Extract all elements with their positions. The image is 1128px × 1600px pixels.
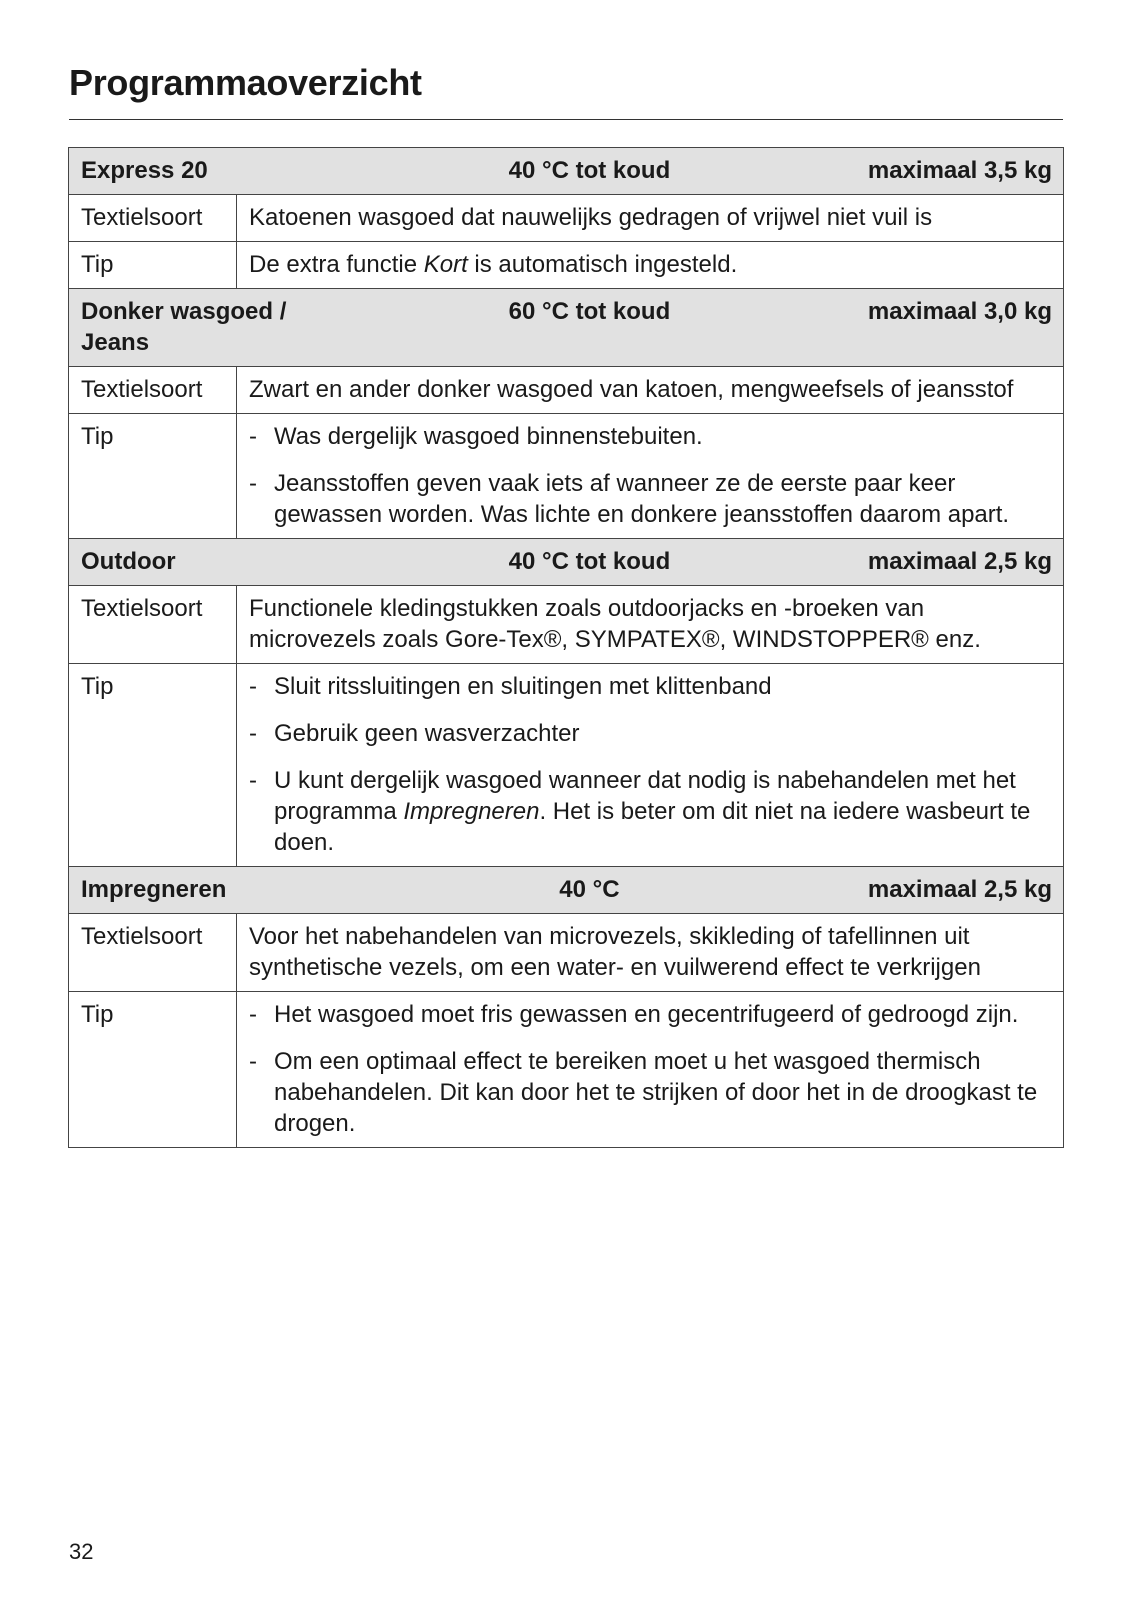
program-temperature: 40 °C: [559, 876, 620, 903]
program-name: Outdoor: [81, 548, 176, 575]
title-rule: [69, 119, 1063, 120]
program-table: [68, 147, 1064, 1148]
program-header-cell: [69, 148, 1064, 195]
table-row: [69, 242, 1064, 289]
program-max-load: maximaal 2,5 kg: [867, 548, 1052, 575]
program-header-cell: [69, 539, 1064, 586]
list-item: [249, 765, 1052, 858]
row-label: Textielsoort: [69, 195, 237, 242]
program-name: Donker wasgoed / Jeans: [81, 298, 287, 356]
row-label: Textielsoort: [69, 586, 237, 664]
program-header-cell: [69, 867, 1064, 914]
textile-text: Functionele kledingstukken zoals outdoorjacks en -broeken van microvezels zoals Gore-Tex®, SYMPATEX®, WINDSTOPPER® enz.: [237, 586, 1064, 664]
table-row: [69, 914, 1064, 992]
row-label: Tip: [69, 992, 237, 1148]
program-temperature: 60 °C tot koud: [508, 298, 671, 325]
tip-text-part: De extra functie: [249, 251, 424, 278]
list-item: - Gebruik geen wasverzachter: [249, 718, 1052, 749]
page-number: 32: [69, 1539, 94, 1564]
program-max-load: maximaal 3,0 kg: [867, 298, 1052, 325]
tip-text-part: . Het is beter om dit niet na iedere wasbeurt te doen.: [274, 798, 1031, 856]
tip-cell: [237, 992, 1064, 1148]
row-label: Tip: [69, 414, 237, 539]
program-header-cell: [69, 289, 1064, 367]
table-row: [69, 367, 1064, 414]
program-header-donker-wasgoed: [69, 289, 1064, 367]
tip-cell: [237, 664, 1064, 867]
tip-list: [249, 421, 1052, 530]
program-name: Express 20: [81, 157, 208, 184]
program-temperature: 40 °C tot koud: [508, 157, 671, 184]
program-header-impregneren: [69, 867, 1064, 914]
row-label: Tip: [69, 242, 237, 289]
list-item: - Was dergelijk wasgoed binnenstebuiten.: [249, 421, 1052, 452]
tip-list: [249, 999, 1052, 1139]
tip-text-part: U kunt dergelijk wasgoed wanneer dat nodig is nabehandelen met het programma: [274, 767, 1016, 825]
page-title: Programmaoverzicht: [69, 62, 422, 103]
program-header-express-20: [69, 148, 1064, 195]
program-max-load: maximaal 2,5 kg: [867, 876, 1052, 903]
table-row: [69, 664, 1064, 867]
program-max-load: maximaal 3,5 kg: [867, 157, 1052, 184]
row-label: Textielsoort: [69, 914, 237, 992]
tip-list: [249, 671, 1052, 858]
list-item: - Het wasgoed moet fris gewassen en gecentrifugeerd of gedroogd zijn.: [249, 999, 1052, 1030]
tip-text-part: is automatisch ingesteld.: [467, 251, 738, 278]
tip-text: [237, 242, 1064, 289]
list-item: - Om een optimaal effect te bereiken moet u het wasgoed thermisch nabehandelen. Dit kan door het te strijken of door het in de droogkast te drogen.: [249, 1046, 1052, 1139]
program-name: Impregneren: [81, 876, 227, 903]
table-row: [69, 992, 1064, 1148]
tip-cell: [237, 414, 1064, 539]
program-temperature: 40 °C tot koud: [508, 548, 671, 575]
textile-text: Voor het nabehandelen van microvezels, skikleding of tafellinnen uit synthetische vezels, om een water- en vuilwerend effect te verkrijgen: [237, 914, 1064, 992]
list-item: - Sluit ritssluitingen en sluitingen met klittenband: [249, 671, 1052, 702]
program-header-outdoor: [69, 539, 1064, 586]
list-item: - Jeansstoffen geven vaak iets af wanneer ze de eerste paar keer gewassen worden. Was lichte en donkere jeansstoffen daarom apart.: [249, 468, 1052, 530]
row-label: Tip: [69, 664, 237, 867]
program-reference: Impregneren: [403, 798, 540, 825]
textile-text: Katoenen wasgoed dat nauwelijks gedragen of vrijwel niet vuil is: [237, 195, 1064, 242]
table-row: [69, 586, 1064, 664]
textile-text: Zwart en ander donker wasgoed van katoen, mengweefsels of jeansstof: [237, 367, 1064, 414]
table-row: [69, 195, 1064, 242]
row-label: Textielsoort: [69, 367, 237, 414]
function-name: Kort: [423, 251, 468, 278]
table-row: [69, 414, 1064, 539]
